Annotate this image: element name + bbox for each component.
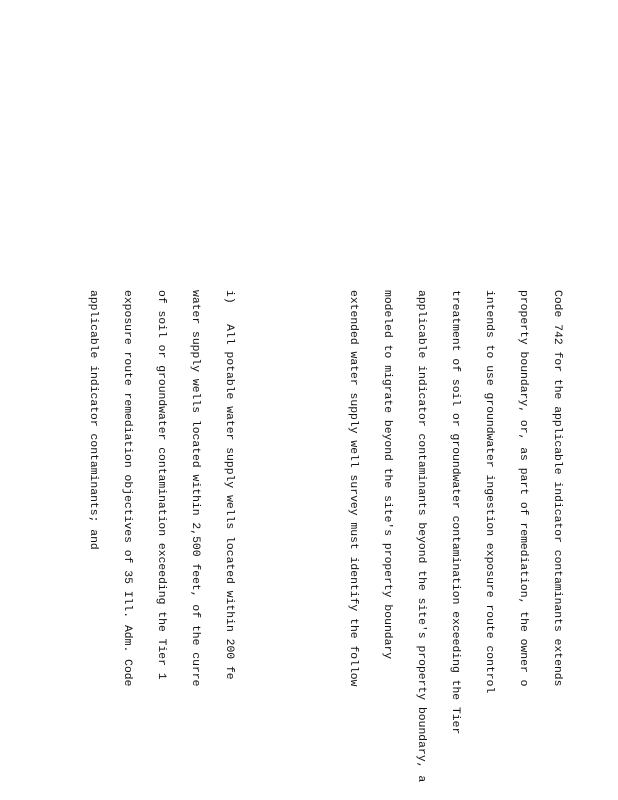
text-line: water supply wells located within 2,500 feet, of the curre: [189, 290, 202, 687]
paragraph-exposure-route: [324, 290, 584, 800]
text-line: applicable indicator contaminants; and: [87, 290, 100, 550]
paragraph-item-i: [64, 290, 256, 800]
rotated-text-block: [88, 290, 618, 800]
text-line: Code 742 for the applicable indicator contaminants extends: [550, 290, 563, 687]
text-line: modeled to migrate beyond the site's property boundary: [381, 290, 394, 660]
text-line: extended water supply well survey must identify the follow: [347, 290, 360, 687]
text-line: treatment of soil or groundwater contamination exceeding the Tier: [448, 290, 461, 735]
text-line: of soil or groundwater contamination exceeding the Tier 1: [155, 290, 168, 680]
text-line: exposure route remediation objectives of 35 Ill. Adm. Code: [121, 290, 134, 687]
text-line: property boundary, or, as part of remediation, the owner o: [516, 290, 529, 687]
text-line: intends to use groundwater ingestion exposure route control: [482, 290, 495, 694]
text-line: i) All potable water supply wells located within 200 fe: [222, 290, 235, 680]
text-line: applicable indicator contaminants beyond the site's property boundary, a: [414, 290, 427, 783]
